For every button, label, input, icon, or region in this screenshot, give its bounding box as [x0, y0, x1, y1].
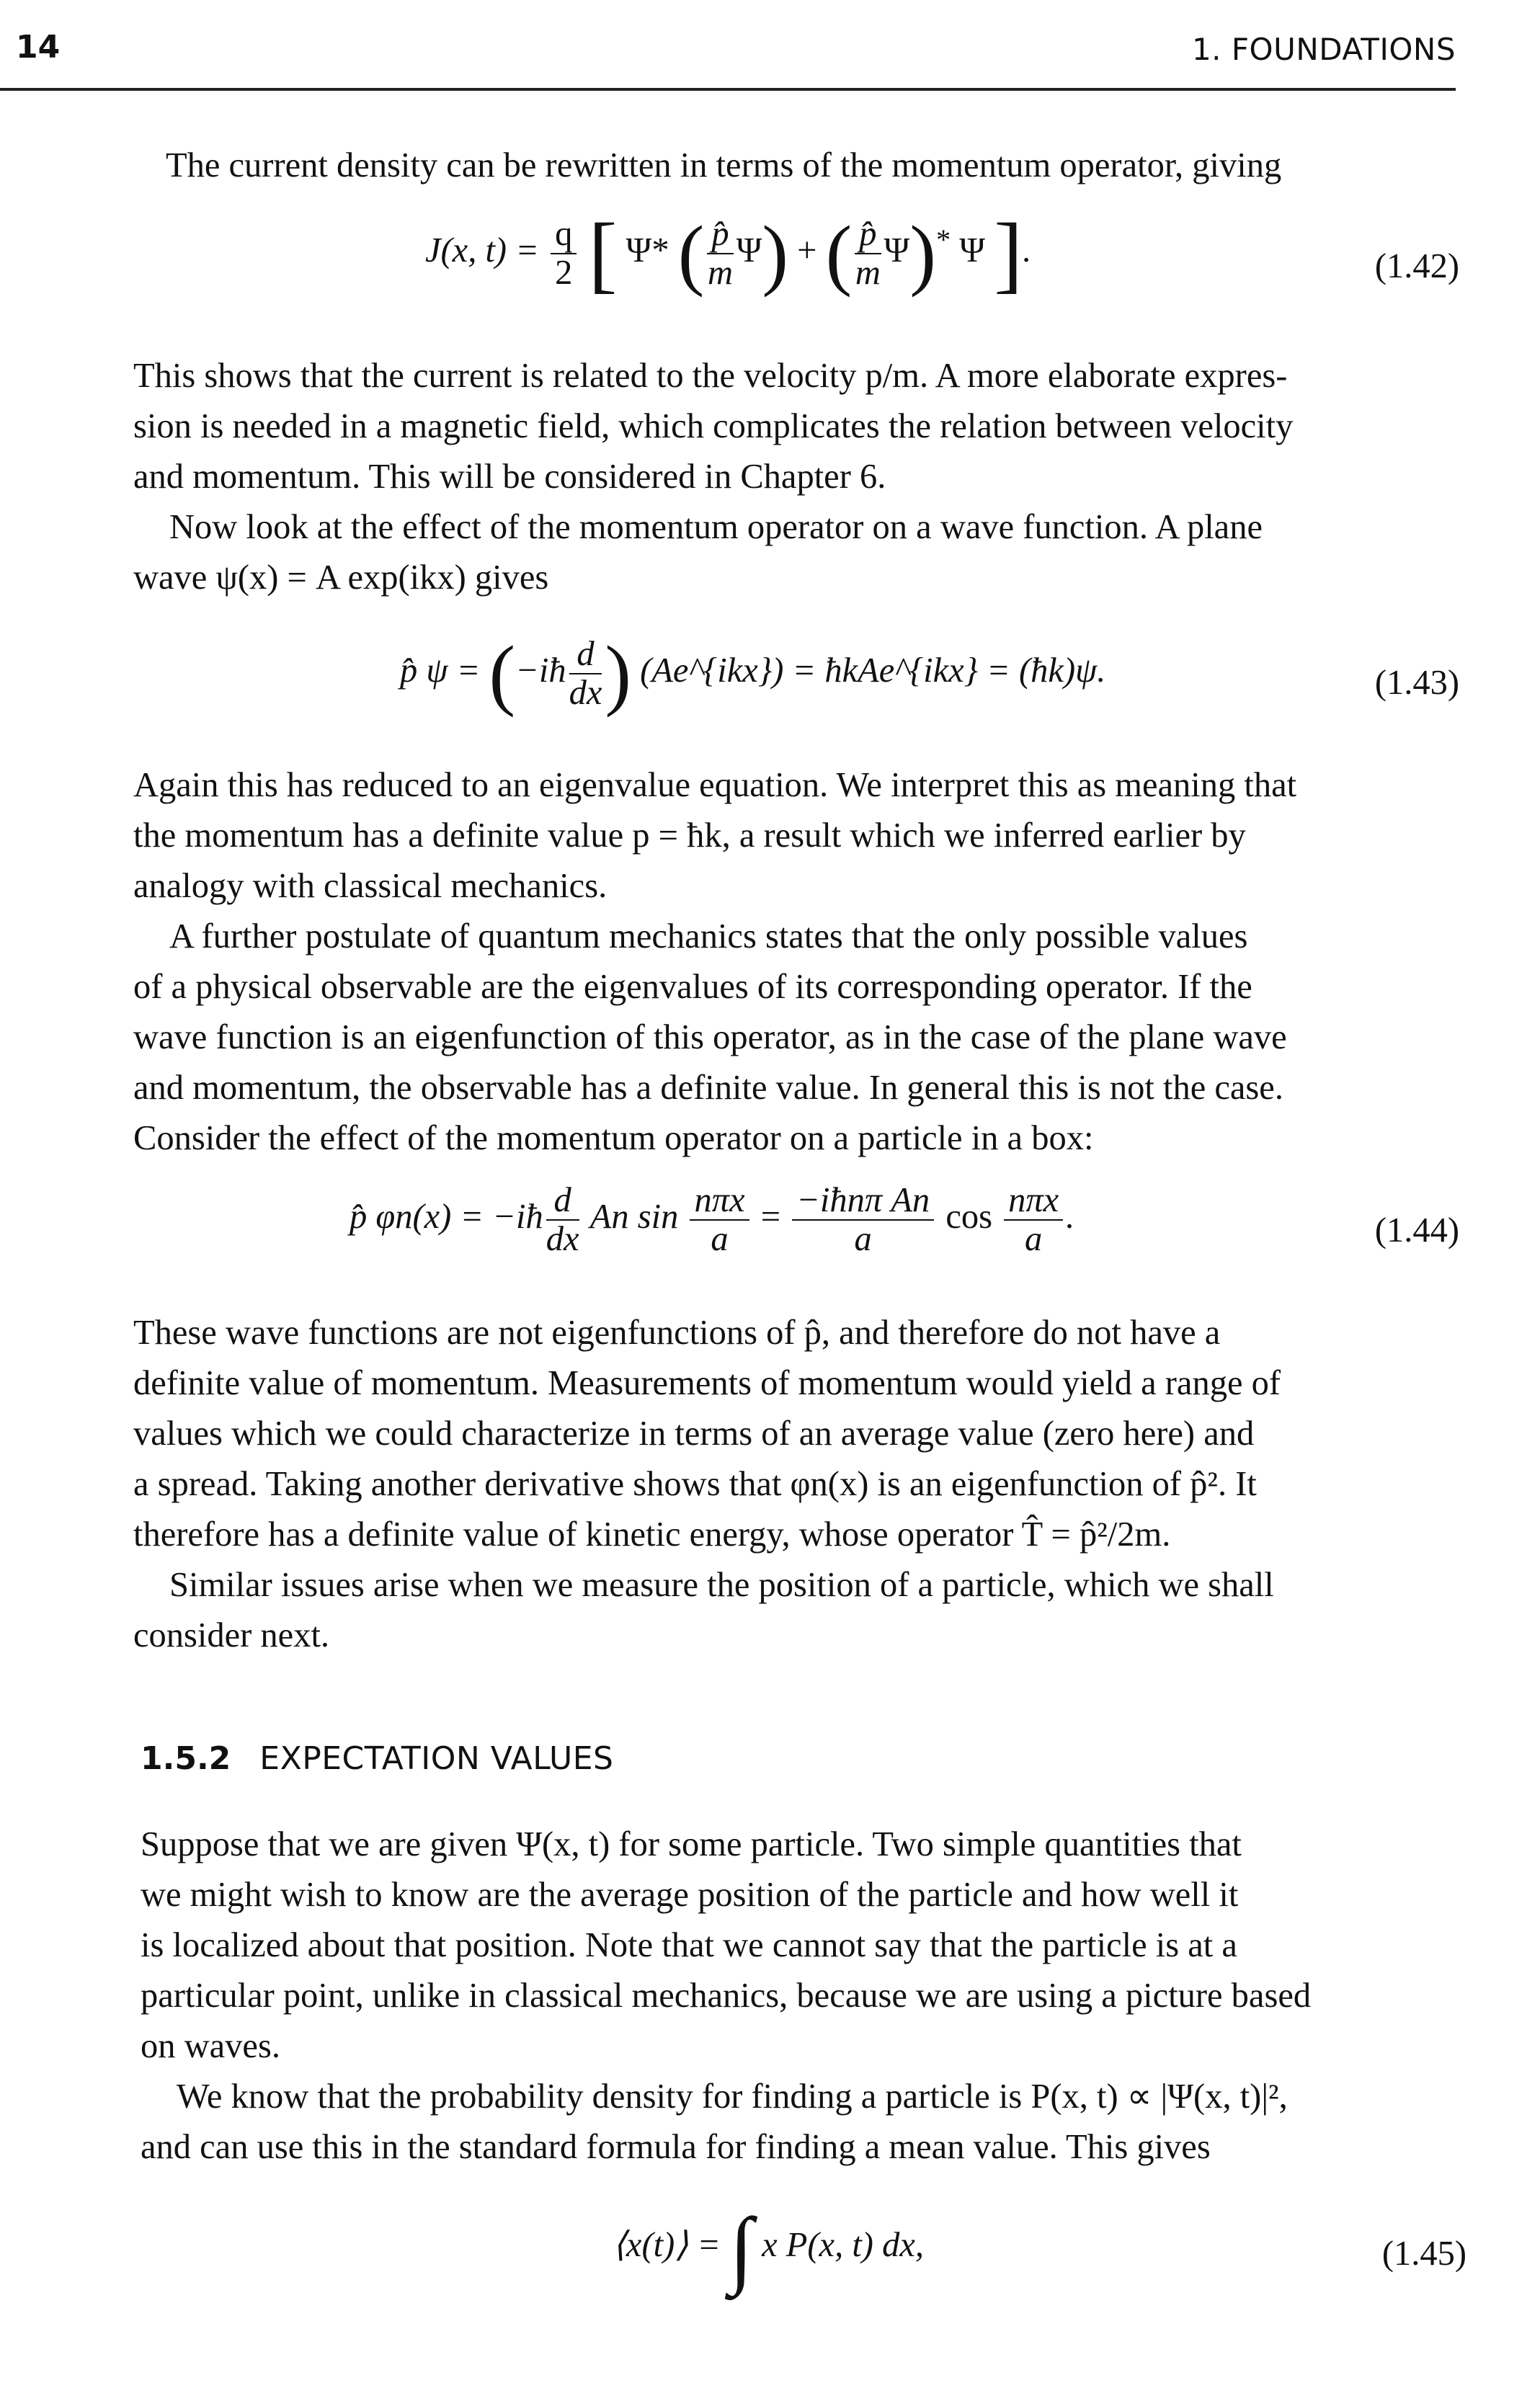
- eq142-p-hat: p̂: [707, 215, 733, 254]
- eq142-lhs: J(x, t) =: [425, 231, 539, 270]
- text-line: therefore has a definite value of kinetic energy, whose operator T̂ = p̂²/2m.: [133, 1515, 1171, 1554]
- eq143-minus-ih: −iħ: [515, 651, 566, 690]
- section-number: 1.5.2: [141, 1740, 231, 1777]
- text-line: Suppose that we are given Ψ(x, t) for some particle. Two simple quantities that: [141, 1825, 1242, 1863]
- paragraph-current-density: [166, 141, 1459, 191]
- text-line: values which we could characterize in terms of an average value (zero here) and: [133, 1415, 1255, 1453]
- running-header: [16, 29, 1456, 79]
- eq143-rhs: (Ae^{ikx}) = ħkAe^{ikx} = (ħk)ψ.: [640, 651, 1106, 690]
- eq142-psi-2: Ψ: [884, 231, 910, 270]
- text-line: is localized about that position. Note that we cannot say that the particle is at a: [141, 1926, 1237, 1964]
- eq143-dx: dx: [569, 674, 602, 712]
- paragraph-velocity: [133, 351, 1459, 502]
- text-line: Now look at the effect of the momentum operator on a wave function. A plane: [169, 508, 1263, 546]
- eq144-a: a: [711, 1220, 729, 1258]
- paragraph-suppose: [141, 1819, 1466, 2072]
- eq142-plus: +: [797, 231, 817, 270]
- section-heading: [141, 1740, 613, 1777]
- text-line: the momentum has a definite value p = ħk, a result which we inferred earlier by: [133, 816, 1246, 855]
- eq145-integral: ∫: [729, 2200, 753, 2296]
- equation-1-42-number: (1.42): [1374, 247, 1459, 285]
- eq144-num2: −iħnπ An: [792, 1182, 934, 1221]
- eq142-two: 2: [555, 254, 573, 292]
- equation-1-42: [133, 205, 1459, 311]
- eq144-dx: dx: [546, 1220, 579, 1258]
- text-line: of a physical observable are the eigenvalues of its corresponding operator. If the: [133, 968, 1252, 1006]
- eq142-m: m: [707, 254, 733, 292]
- text-line: Similar issues arise when we measure the position of a particle, which we shall: [169, 1566, 1274, 1604]
- eq142-psi-3: Ψ: [959, 231, 986, 270]
- eq142-m-2: m: [855, 254, 881, 292]
- eq144-npix: nπx: [690, 1182, 749, 1221]
- eq144-a-2: a: [854, 1220, 872, 1258]
- text-line: a spread. Taking another derivative shows that φn(x) is an eigenfunction of p̂². It: [133, 1465, 1257, 1503]
- equation-1-45-body: [613, 2200, 924, 2296]
- eq142-psi: Ψ: [736, 231, 762, 270]
- equation-1-42-body: J(x, t) = $\frac{q}{2}$ [ Ψ* ( $\frac{p̂}{m}$ Ψ) + ( $\frac{p̂}{m}$ Ψ)* Ψ ].: [425, 205, 1032, 301]
- page-number: 14: [16, 29, 61, 66]
- header-rule: [0, 88, 1456, 91]
- eq144-cos: cos: [945, 1198, 992, 1237]
- eq142-q: q: [551, 215, 577, 254]
- equation-1-44-body: p̂ φn(x) = −iħ $\frac{d}{dx}$ An sin $\frac{\text{nπx}}{a}$ = $\frac{\text{−iħnπ An}}{a}$ cos $\frac{\text{nπx}}{a}$ .: [350, 1181, 1075, 1258]
- equation-1-45-number: (1.45): [1381, 2235, 1466, 2273]
- equation-1-45: [141, 2200, 1466, 2306]
- eq143-lhs: p̂ ψ =: [400, 651, 481, 690]
- eq144-a-3: a: [1025, 1220, 1043, 1258]
- text-line: The current density can be rewritten in terms of the momentum operator, giving: [166, 146, 1282, 184]
- text-line: Again this has reduced to an eigenvalue equation. We interpret this as meaning that: [133, 766, 1297, 804]
- eq142-psi-star: Ψ*: [626, 231, 669, 270]
- text-line: and momentum. This will be considered in Chapter 6.: [133, 458, 886, 496]
- text-line: wave function is an eigenfunction of this operator, as in the case of the plane wave: [133, 1018, 1287, 1056]
- equation-1-43-body: p̂ ψ = (−iħ $\frac{d}{dx}$ ) (Ae^{ikx}) = ħkAe^{ikx} = (ħk)ψ.: [400, 630, 1106, 718]
- text-line: and momentum, the observable has a definite value. In general this is not the case.: [133, 1069, 1283, 1107]
- text-line: particular point, unlike in classical mechanics, because we are using a picture based: [141, 1977, 1312, 2015]
- text-line: A further postulate of quantum mechanics states that the only possible values: [169, 917, 1248, 956]
- text-line: sion is needed in a magnetic field, which complicates the relation between velocity: [133, 407, 1294, 445]
- text-line: consider next.: [133, 1616, 330, 1654]
- equation-1-44: [133, 1182, 1459, 1283]
- eq145-lhs: ⟨x(t)⟩ =: [613, 2226, 721, 2265]
- equation-1-43-number: (1.43): [1374, 664, 1459, 702]
- paragraph-not-eigenfunctions: [133, 1308, 1459, 1560]
- text-line: This shows that the current is related to the velocity p/m. A more elaborate expres-: [133, 357, 1288, 395]
- text-line: we might wish to know are the average position of the particle and how well it: [141, 1876, 1239, 1914]
- text-line: definite value of momentum. Measurements of momentum would yield a range of: [133, 1364, 1281, 1402]
- eq143-d: d: [569, 636, 602, 674]
- eq142-p-hat-2: p̂: [855, 215, 881, 254]
- paragraph-postulate: [133, 912, 1459, 1164]
- paragraph-probability: [141, 2072, 1466, 2173]
- equation-1-43: [133, 630, 1459, 735]
- text-line: and can use this in the standard formula for finding a mean value. This gives: [141, 2128, 1211, 2166]
- equation-1-44-number: (1.44): [1374, 1211, 1459, 1250]
- eq145-rhs: x P(x, t) dx,: [762, 2226, 924, 2265]
- section-title: EXPECTATION VALUES: [259, 1740, 614, 1777]
- text-line: Consider the effect of the momentum operator on a particle in a box:: [133, 1119, 1094, 1157]
- eq144-eq: =: [760, 1198, 781, 1237]
- paragraph-plane-wave: [133, 502, 1459, 603]
- text-line: We know that the probability density for finding a particle is P(x, t) ∝ |Ψ(x, t)|²,: [177, 2077, 1288, 2116]
- paragraph-similar-issues: [133, 1560, 1459, 1661]
- chapter-title: 1. FOUNDATIONS: [1191, 32, 1456, 67]
- text-line: analogy with classical mechanics.: [133, 867, 607, 905]
- text-line: These wave functions are not eigenfunctions of p̂, and therefore do not have a: [133, 1314, 1221, 1352]
- eq144-an-sin: An sin: [589, 1198, 679, 1237]
- eq144-d: d: [546, 1182, 579, 1221]
- text-line: wave ψ(x) = A exp(ikx) gives: [133, 558, 549, 597]
- eq144-lhs: p̂ φn(x) = −iħ: [350, 1198, 543, 1237]
- text-line: on waves.: [141, 2027, 280, 2065]
- paragraph-eigenvalue: [133, 760, 1459, 912]
- eq144-npix-2: nπx: [1004, 1182, 1063, 1221]
